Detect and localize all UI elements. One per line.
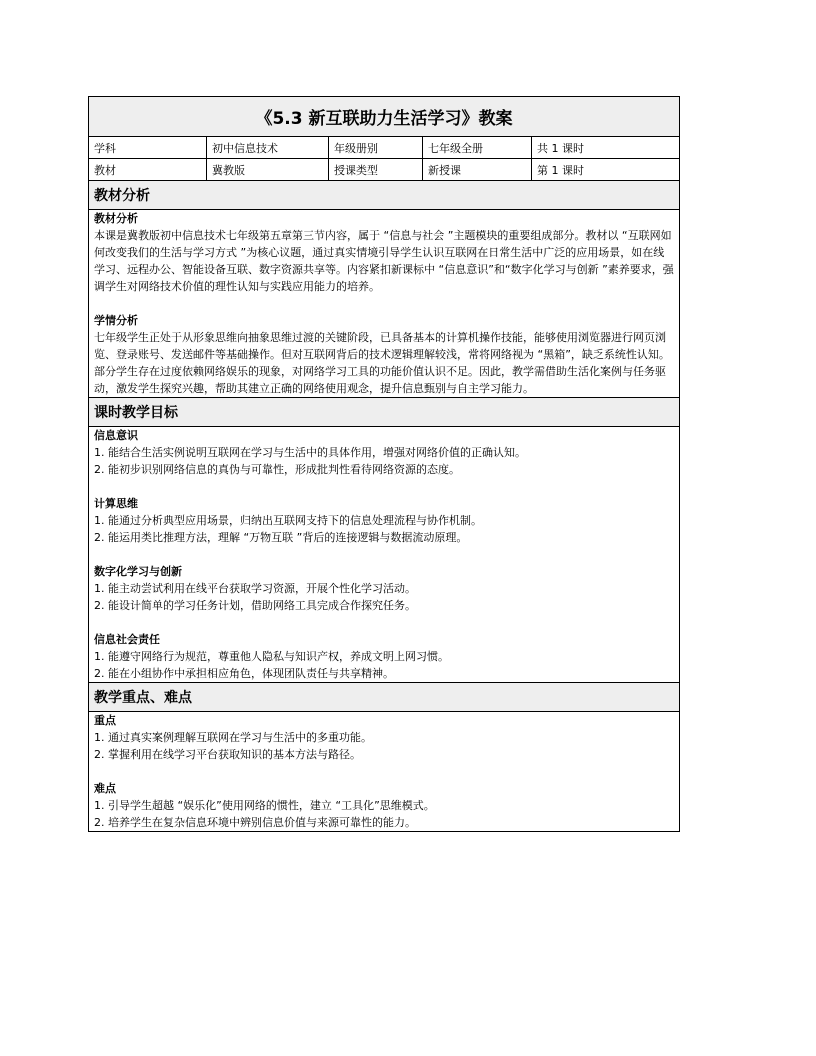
subsection-title: 难点 xyxy=(94,782,116,795)
list-item: 2. 能在小组协作中承担相应角色，体现团队责任与共享精神。 xyxy=(94,667,394,680)
info-cell: 年级册别 xyxy=(329,137,423,159)
subsection-title: 学情分析 xyxy=(94,314,138,327)
list-item: 2. 能运用类比推理方法，理解 “万物互联 ”背后的连接逻辑与数据流动原理。 xyxy=(94,531,468,544)
list-item: 2. 掌握利用在线学习平台获取知识的基本方法与路径。 xyxy=(94,748,361,761)
info-cell: 授课类型 xyxy=(329,159,423,181)
info-cell: 第 1 课时 xyxy=(532,159,680,181)
document-title: 《5.3 新互联助力生活学习》教案 xyxy=(89,97,680,137)
list-item: 1. 能结合生活实例说明互联网在学习与生活中的具体作用，增强对网络价值的正确认知。 xyxy=(94,446,526,459)
list-item: 1. 能主动尝试利用在线平台获取学习资源，开展个性化学习活动。 xyxy=(94,582,416,595)
section-heading: 课时教学目标 xyxy=(89,398,680,427)
lesson-plan-page xyxy=(88,96,679,832)
subsection-title: 教材分析 xyxy=(94,212,138,225)
info-row xyxy=(89,137,680,159)
list-item: 2. 能初步识别网络信息的真伪与可靠性，形成批判性看待网络资源的态度。 xyxy=(94,463,460,476)
subsection-title: 重点 xyxy=(94,714,116,727)
list-item: 1. 能通过分析典型应用场景，归纳出互联网支持下的信息处理流程与协作机制。 xyxy=(94,514,482,527)
info-cell: 学科 xyxy=(89,137,207,159)
section-content xyxy=(89,210,680,398)
list-item: 1. 能遵守网络行为规范，尊重他人隐私与知识产权，养成文明上网习惯。 xyxy=(94,650,449,663)
lesson-plan-table xyxy=(88,96,680,832)
section-heading: 教学重点、难点 xyxy=(89,683,680,712)
list-item: 2. 能设计简单的学习任务计划，借助网络工具完成合作探究任务。 xyxy=(94,599,416,612)
section-heading: 教材分析 xyxy=(89,181,680,210)
info-row xyxy=(89,159,680,181)
subsection-title: 计算思维 xyxy=(94,497,138,510)
info-cell: 共 1 课时 xyxy=(532,137,680,159)
subsection-title: 信息社会责任 xyxy=(94,633,160,646)
section-content xyxy=(89,712,680,832)
section-content xyxy=(89,427,680,683)
info-cell: 七年级全册 xyxy=(423,137,532,159)
list-item: 2. 培养学生在复杂信息环境中辨别信息价值与来源可靠性的能力。 xyxy=(94,816,416,829)
paragraph: 本课是冀教版初中信息技术七年级第五章第三节内容，属于 “信息与社会 ”主题模块的重要组成部分。教材以 “互联网如何改变我们的生活与学习方式 ”为核心议题，通过真实情境引导学生认识互联网在日常生活中广泛的应用场景，如在线学习、远程办公、智能设备互联、数字资源共享等。内容紧扣新课标中 “信息意识”和“数字化学习与创新 ”素养要求，强调学生对网络技术价值的理性认知与实践应用能力的培养。 xyxy=(94,229,674,293)
info-cell: 新授课 xyxy=(423,159,532,181)
info-cell: 冀教版 xyxy=(207,159,329,181)
list-item: 1. 通过真实案例理解互联网在学习与生活中的多重功能。 xyxy=(94,731,372,744)
paragraph: 七年级学生正处于从形象思维向抽象思维过渡的关键阶段，已具备基本的计算机操作技能，能够使用浏览器进行网页浏览、登录账号、发送邮件等基础操作。但对互联网背后的技术逻辑理解较浅，常将网络视为 “黑箱”，缺乏系统性认知。部分学生存在过度依赖网络娱乐的现象，对网络学习工具的功能价值认识不足。因此，教学需借助生活化案例与任务驱动，激发学生探究兴趣，帮助其建立正确的网络使用观念，提升信息甄别与自主学习能力。 xyxy=(94,331,670,395)
info-cell: 初中信息技术 xyxy=(207,137,329,159)
subsection-title: 信息意识 xyxy=(94,429,138,442)
info-cell: 教材 xyxy=(89,159,207,181)
subsection-title: 数字化学习与创新 xyxy=(94,565,182,578)
list-item: 1. 引导学生超越 “娱乐化”使用网络的惯性，建立 “工具化”思维模式。 xyxy=(94,799,435,812)
